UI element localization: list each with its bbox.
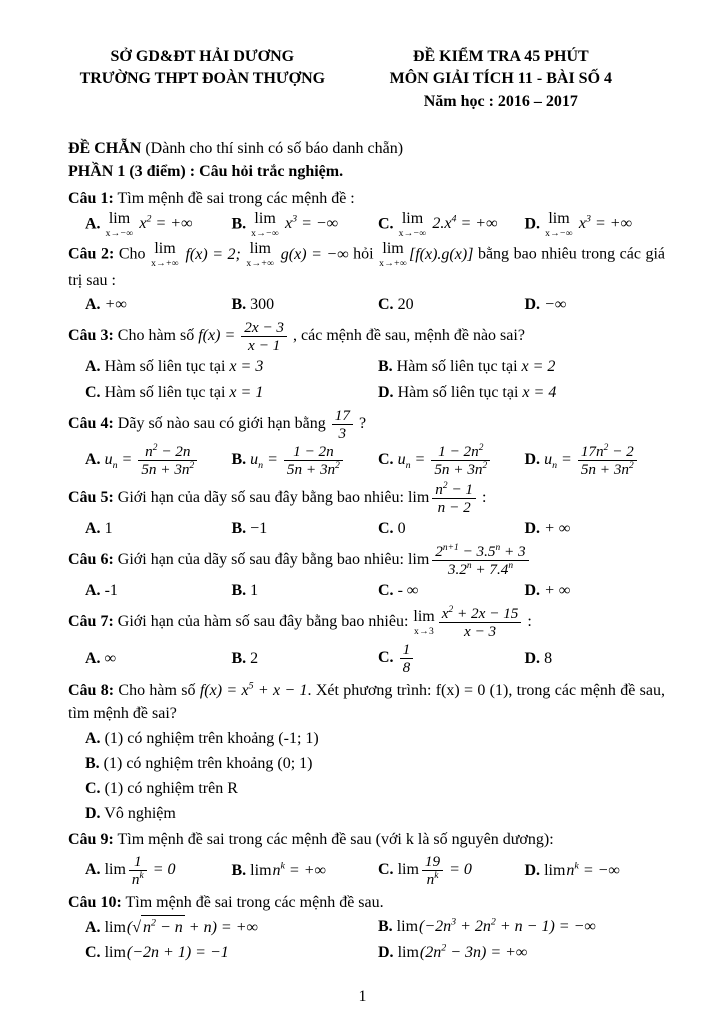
part-title: PHẦN 1 (3 điểm) : Câu hỏi trắc nghiệm. (68, 163, 344, 181)
option-A: A. lim x→−∞ $x^2$ = +∞ (85, 209, 193, 239)
question-10 (68, 891, 665, 965)
question-6-text: Giới hạn của dãy số sau đây bằng bao nhiêu: lim $\frac{2^{n+1} - 3.5^n + 3}{3.2^n + 7.4^n}$ (114, 551, 531, 568)
question-5-label: Câu 5: (68, 488, 114, 506)
option-C: C. $u_n$ = $\frac{1 - 2n^2}{5n + 3n^2}$ (378, 443, 519, 478)
question-1-stem (68, 187, 665, 210)
exam-subject: MÔN GIẢI TÍCH 11 - BÀI SỐ 4 (389, 70, 613, 88)
question-8-stem (68, 679, 665, 725)
question-10-options (68, 915, 665, 964)
option-B: B. 300 (231, 296, 275, 314)
intro-block (68, 137, 665, 183)
question-4 (68, 407, 665, 478)
option-C: C. 0 (378, 519, 406, 537)
option-D: D. 8 (524, 650, 553, 668)
option-A: A. ∞ (85, 650, 116, 668)
question-1 (68, 187, 665, 239)
school-year: Năm học : 2016 – 2017 (423, 92, 578, 110)
option-D: D. −∞ (524, 296, 567, 314)
header-exam-block (337, 46, 665, 113)
question-9-label: Câu 9: (68, 831, 114, 849)
question-9 (68, 828, 665, 887)
question-5-options (68, 517, 665, 540)
question-9-stem (68, 828, 665, 851)
document-header (68, 46, 665, 113)
question-10-text: Tìm mệnh đề sai trong các mệnh đề sau. (121, 893, 384, 911)
option-D: D. lim x→−∞ $x^3$ = +∞ (524, 209, 632, 239)
question-5 (68, 481, 665, 540)
option-C: C. lim x→−∞ $2.x^4$ = +∞ (378, 209, 498, 239)
question-8 (68, 679, 665, 825)
option-C: C. lim(−2n + 1) = −1 (85, 943, 229, 961)
question-2-stem (68, 241, 665, 292)
school-name: TRƯỜNG THPT ĐOÀN THƯỢNG (79, 70, 326, 88)
question-7-label: Câu 7: (68, 613, 114, 631)
option-D: D. limn$^k$ = −∞ (524, 860, 620, 879)
question-5-text: Giới hạn của dãy số sau đây bằng bao nhiêu: lim $\frac{n^2 - 1}{n - 2}$ : (113, 480, 487, 516)
question-4-text: Dãy số nào sau có giới hạn bằng $\frac{17}{3}$ ? (113, 406, 367, 442)
department-name: SỞ GD&ĐT HẢI DƯƠNG (110, 48, 295, 65)
question-8-label: Câu 8: (68, 682, 115, 700)
option-C: C. - ∞ (378, 582, 419, 600)
question-4-options (68, 443, 665, 478)
question-3-options (68, 355, 665, 403)
question-4-stem (68, 407, 665, 442)
question-7 (68, 605, 665, 676)
option-A: A. $u_n$ = $\frac{n^2 - 2n}{5n + 3n^2}$ (85, 443, 226, 478)
question-8-options (68, 727, 665, 826)
question-10-label: Câu 10: (68, 893, 122, 911)
question-3-text: Cho hàm số f(x) = $\frac{2x - 3}{x - 1}$ , các mệnh đề sau, mệnh đề nào sai? (113, 319, 525, 355)
exam-variant-line (68, 137, 665, 160)
page-number: 1 (358, 987, 367, 1005)
exam-title: ĐỀ KIỂM TRA 45 PHÚT (412, 48, 589, 65)
question-1-options (68, 211, 665, 239)
option-D: D. $u_n$ = $\frac{17n^2 - 2}{5n + 3n^2}$ (525, 443, 666, 478)
question-7-options (68, 641, 665, 676)
option-A: A. Hàm số liên tục tại x = 3 (85, 358, 264, 376)
option-A: A. -1 (85, 582, 118, 600)
question-3-label: Câu 3: (68, 327, 114, 345)
option-B: B. 1 (231, 582, 259, 600)
question-9-text: Tìm mệnh đề sai trong các mệnh đề sau (với k là số nguyên dương): (113, 831, 554, 849)
option-D: D. + ∞ (524, 519, 571, 537)
option-B: B. (1) có nghiệm trên khoảng (0; 1) (85, 754, 313, 772)
header-school-block (68, 46, 337, 113)
question-3-stem (68, 319, 665, 354)
question-6-stem (68, 543, 665, 578)
exam-variant: ĐỀ CHẴN (68, 140, 142, 158)
question-7-stem (68, 605, 665, 640)
question-2-text: Cho lim x→+∞ f(x) = 2; lim x→+∞ g(x) = −∞ hỏi lim x→+∞ [f(x).g(x)] bằng bao nhiêu trong các giá trị sau : (68, 240, 666, 289)
option-B: B. Hàm số liên tục tại x = 2 (378, 358, 556, 376)
option-A: A. lim $\frac{1}{n^k}$ = 0 (85, 852, 176, 888)
option-B: B. limn$^k$ = +∞ (231, 860, 326, 879)
option-D: D. + ∞ (524, 582, 571, 600)
question-1-text: Tìm mệnh đề sai trong các mệnh đề : (113, 189, 355, 207)
question-8-text: Cho hàm số $f(x) = x^5 + x - 1$. Xét phương trình: f(x) = 0 (1), trong các mệnh đề sau, tìm mệnh đề sai? (68, 680, 665, 723)
question-2-label: Câu 2: (68, 245, 115, 263)
page-footer (0, 985, 725, 1008)
question-3 (68, 319, 665, 403)
option-C: C. $\frac{1}{8}$ (378, 641, 519, 676)
question-4-label: Câu 4: (68, 414, 114, 432)
option-A: A. 1 (85, 519, 113, 537)
question-2 (68, 241, 665, 316)
question-5-stem (68, 481, 665, 516)
exam-variant-note: (Dành cho thí sinh có số báo danh chẵn) (141, 140, 404, 158)
option-D: D. Vô nghiệm (85, 805, 176, 823)
option-A: A. +∞ (85, 296, 127, 314)
question-9-options (68, 853, 665, 888)
question-7-text: Giới hạn của hàm số sau đây bằng bao nhiêu: lim x→3 $\frac{x^2 + 2x - 15}{x - 3}$ : (113, 605, 532, 641)
option-C: C. lim $\frac{19}{n^k}$ = 0 (378, 852, 472, 888)
question-2-options (68, 293, 665, 316)
option-B: B. $\lim(-2n^3 + 2n^2 + n - 1)$ = −∞ (378, 916, 596, 936)
option-B: B. lim x→−∞ $x^3$ = −∞ (231, 209, 339, 239)
question-6-options (68, 579, 665, 602)
question-10-stem (68, 891, 665, 914)
option-B: B. 2 (231, 650, 259, 668)
option-A: A. (1) có nghiệm trên khoảng (-1; 1) (85, 729, 319, 747)
option-C: C. Hàm số liên tục tại x = 1 (85, 383, 264, 401)
option-C: C. (1) có nghiệm trên R (85, 780, 238, 798)
question-6 (68, 543, 665, 602)
question-1-label: Câu 1: (68, 189, 114, 207)
option-B: B. −1 (231, 519, 268, 537)
option-D: D. Hàm số liên tục tại x = 4 (378, 383, 557, 401)
option-C: C. 20 (378, 296, 414, 314)
question-6-label: Câu 6: (68, 551, 114, 569)
option-B: B. $u_n$ = $\frac{1 - 2n}{5n + 3n^2}$ (232, 443, 373, 478)
option-D: D. $\lim(2n^2 - 3n)$ = +∞ (378, 942, 528, 961)
option-A: A. lim(√ $n^2 - n + n$) = +∞ (85, 915, 372, 939)
